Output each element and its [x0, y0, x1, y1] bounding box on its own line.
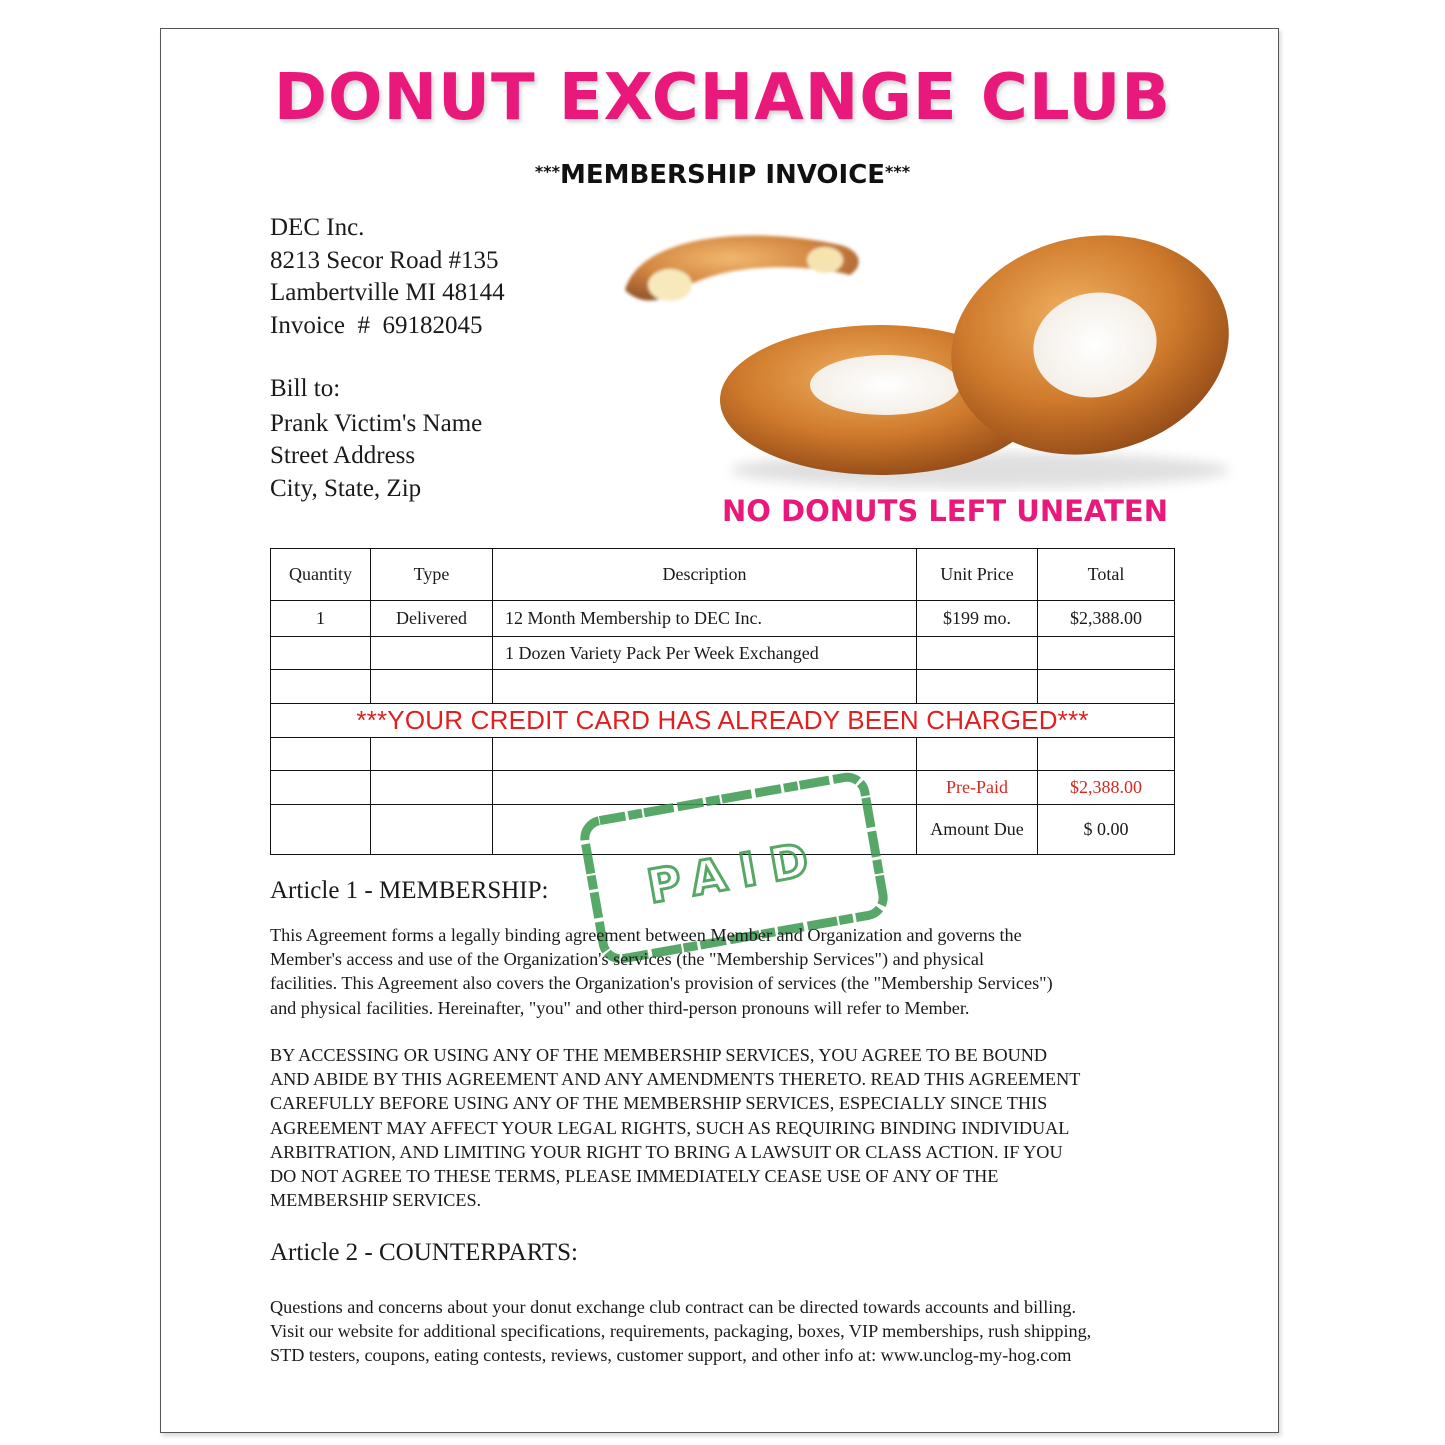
tagline: NO DONUTS LEFT UNEATEN [722, 494, 1168, 528]
banner-row [271, 704, 1175, 738]
company-name: DEC Inc. [270, 214, 365, 241]
text-line: DO NOT AGREE TO THESE TERMS, PLEASE IMMEDIATELY CEASE USE OF ANY OF THE [270, 1166, 999, 1187]
text-line: AND ABIDE BY THIS AGREEMENT AND ANY AMENDMENTS THERETO. READ THIS AGREEMENT [270, 1069, 1081, 1090]
text-line: STD testers, coupons, eating contests, reviews, customer support, and other info at: www.unclog-my-hog.com [270, 1345, 1072, 1366]
cell-description: 12 Month Membership to DEC Inc. [493, 601, 917, 637]
empty-cell [371, 637, 493, 670]
article2-paragraph1 [270, 1295, 1230, 1368]
article1-paragraph1 [270, 923, 1230, 1020]
amount-due-value: $ 0.00 [1038, 805, 1175, 855]
text-line: AGREEMENT MAY AFFECT YOUR LEGAL RIGHTS, SUCH AS REQUIRING BINDING INDIVIDUAL [270, 1117, 1070, 1138]
empty-cell [917, 670, 1038, 704]
cell-type: Delivered [371, 601, 493, 637]
subtitle-text: MEMBERSHIP INVOICE [559, 160, 886, 190]
table-header-row [271, 549, 1175, 601]
charged-banner: ***YOUR CREDIT CARD HAS ALREADY BEEN CHARGED*** [271, 704, 1175, 738]
text-line: Member's access and use of the Organization's services (the "Membership Services") and physical [270, 949, 984, 970]
empty-cell [271, 637, 371, 670]
cell-quantity: 1 [271, 601, 371, 637]
bill-to-city: City, State, Zip [270, 474, 422, 502]
text-line: This Agreement forms a legally binding agreement between Member and Organization and governs the [270, 925, 1022, 945]
table-row [271, 738, 1175, 771]
cell-total: $2,388.00 [1038, 601, 1175, 637]
invoice-subtitle [0, 160, 1445, 190]
empty-cell [1038, 670, 1175, 704]
empty-cell [1038, 637, 1175, 670]
article1-heading: Article 1 - MEMBERSHIP: [270, 877, 549, 904]
empty-cell [271, 771, 371, 805]
text-line: ARBITRATION, AND LIMITING YOUR RIGHT TO BRING A LAWSUIT OR CLASS ACTION. IF YOU [270, 1141, 1063, 1162]
empty-cell [371, 738, 493, 771]
table-row [271, 637, 1175, 670]
prepaid-label: Pre-Paid [917, 771, 1038, 805]
paid-stamp-text: PAID [643, 830, 827, 914]
empty-cell [493, 738, 917, 771]
header-quantity: Quantity [271, 549, 371, 601]
text-line: CAREFULLY BEFORE USING ANY OF THE MEMBERSHIP SERVICES, ESPECIALLY SINCE THIS [270, 1093, 1048, 1114]
company-city: Lambertville MI 48144 [270, 279, 505, 306]
article2-heading: Article 2 - COUNTERPARTS: [270, 1239, 578, 1266]
text-line: Questions and concerns about your donut exchange club contract can be directed towards accounts and billing. [270, 1297, 1077, 1317]
header-total: Total [1038, 549, 1175, 601]
text-line: and physical facilities. Hereinafter, "you" and other third-person pronouns will refer to Member. [270, 997, 970, 1018]
amount-due-label: Amount Due [917, 805, 1038, 855]
empty-cell [917, 738, 1038, 771]
empty-cell [271, 670, 371, 704]
bill-to-label: Bill to: [270, 375, 341, 402]
text-line: Visit our website for additional specifications, requirements, packaging, boxes, VIP memberships, rush shipping, [270, 1321, 1092, 1342]
bill-to-street: Street Address [270, 442, 416, 469]
invoice-number: Invoice # 69182045 [270, 311, 483, 339]
table-row [271, 601, 1175, 637]
text-line: facilities. This Agreement also covers the Organization's provision of services (the "Membership Services") [270, 973, 1053, 994]
subtitle-stars-left: *** [534, 162, 560, 181]
header-description: Description [493, 549, 917, 601]
text-line: BY ACCESSING OR USING ANY OF THE MEMBERSHIP SERVICES, YOU AGREE TO BE BOUND [270, 1045, 1047, 1065]
bill-to-name: Prank Victim's Name [270, 409, 483, 437]
page-title: DONUT EXCHANGE CLUB [273, 61, 1172, 135]
cell-unit-price: $199 mo. [917, 601, 1038, 637]
cell-description: 1 Dozen Variety Pack Per Week Exchanged [493, 637, 917, 670]
article1-paragraph2 [270, 1043, 1230, 1212]
empty-cell [271, 738, 371, 771]
bill-to-block [270, 373, 482, 505]
company-street: 8213 Secor Road #135 [270, 246, 499, 274]
empty-cell [371, 670, 493, 704]
prepaid-value: $2,388.00 [1038, 771, 1175, 805]
donuts-image [600, 205, 1260, 495]
header-type: Type [371, 549, 493, 601]
header-unit-price: Unit Price [917, 549, 1038, 601]
empty-cell [371, 771, 493, 805]
table-row [271, 670, 1175, 704]
subtitle-stars-right: *** [885, 162, 911, 181]
empty-cell [493, 670, 917, 704]
empty-cell [371, 805, 493, 855]
empty-cell [917, 637, 1038, 670]
company-address [270, 212, 505, 342]
empty-cell [271, 805, 371, 855]
empty-cell [1038, 738, 1175, 771]
text-line: MEMBERSHIP SERVICES. [270, 1190, 482, 1211]
